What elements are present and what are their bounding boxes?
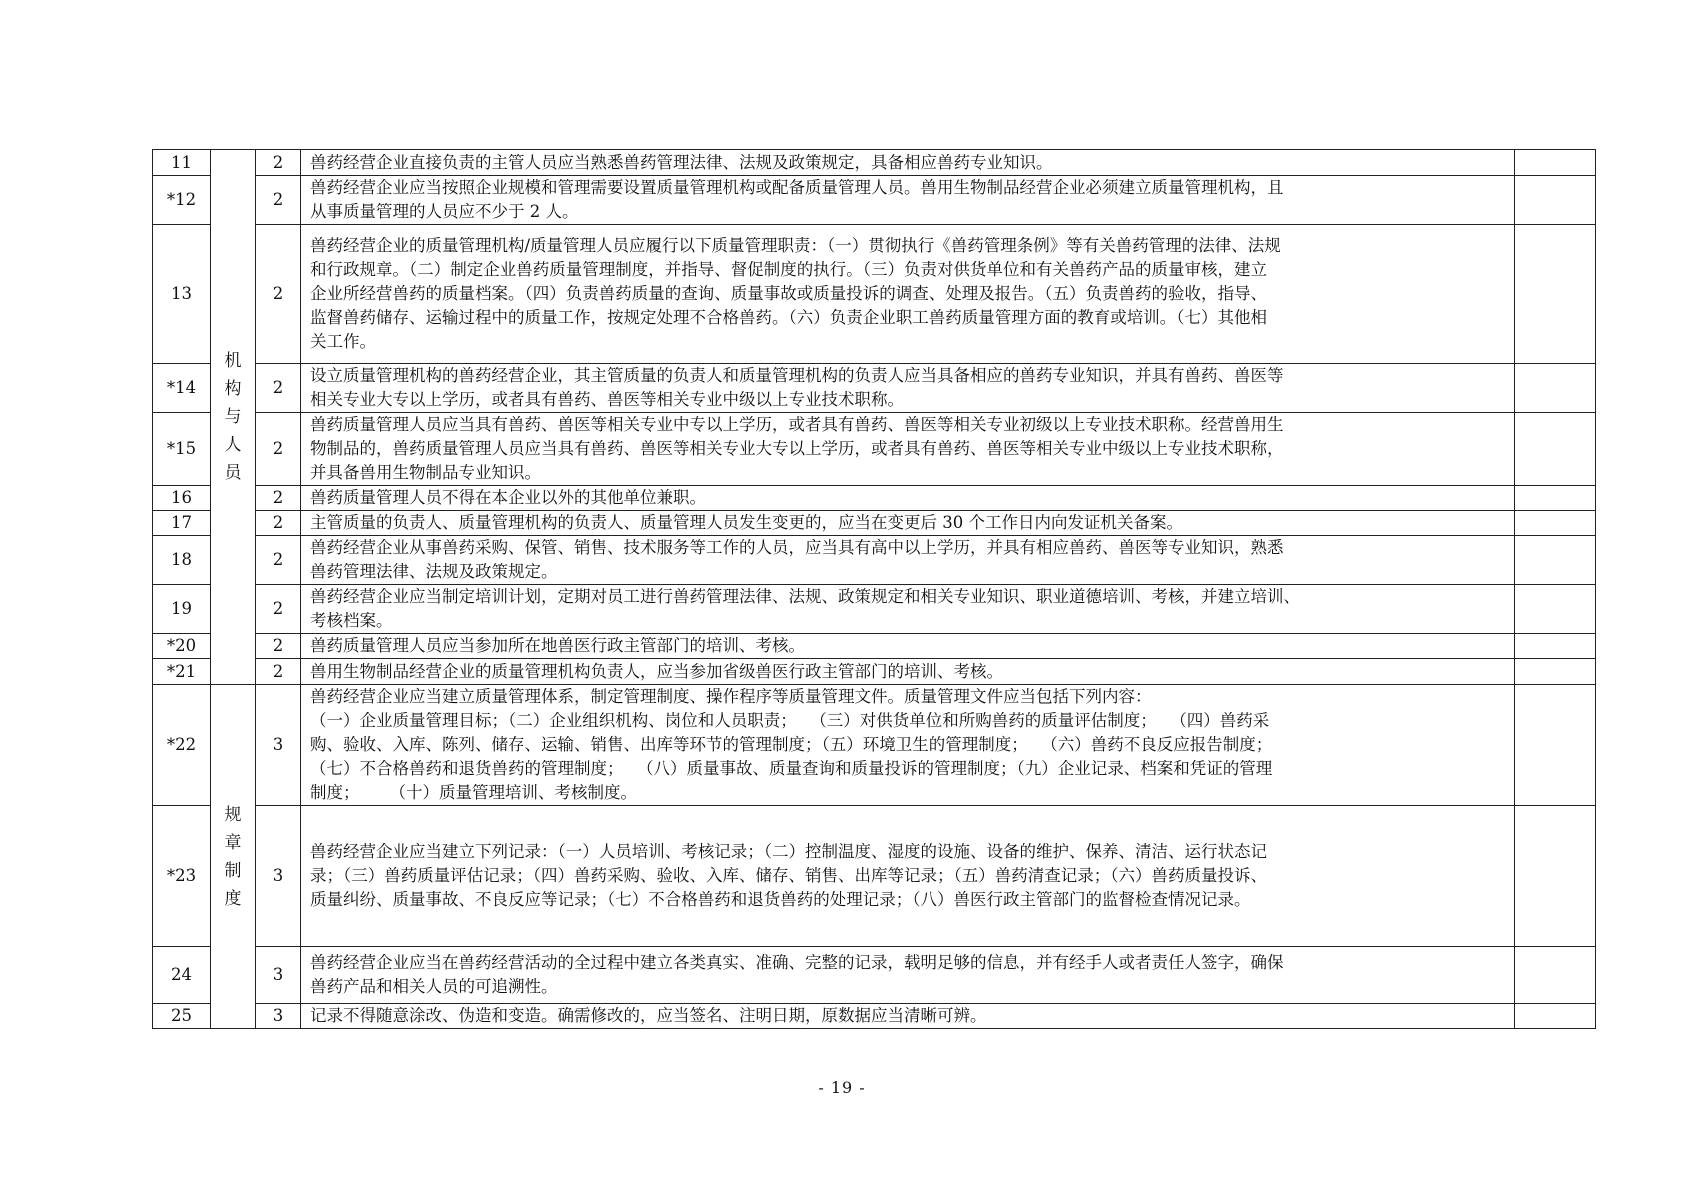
requirement-line: 兽药经营企业应当按照企业规模和管理需要设置质量管理机构或配备质量管理人员。兽用生物制品经营企业必须建立质量管理机构，且 — [310, 178, 1284, 197]
requirement-line: 兽药质量管理人员不得在本企业以外的其他单位兼职。 — [310, 488, 706, 507]
item-requirement — [301, 176, 1515, 225]
requirement-line: 兽药质量管理人员应当参加所在地兽医行政主管部门的培训、考核。 — [310, 636, 805, 655]
item-number: 18 — [153, 536, 211, 585]
table-row — [153, 413, 1596, 486]
requirement-line: 购、验收、入库、陈列、储存、运输、销售、出库等环节的管理制度；（五）环境卫生的管理制度； （六）兽药不良反应报告制度； — [310, 735, 1273, 754]
table-row — [153, 634, 1596, 659]
result-cell[interactable] — [1515, 806, 1596, 947]
item-requirement — [301, 150, 1515, 176]
item-number: 17 — [153, 511, 211, 536]
item-score: 2 — [256, 585, 301, 634]
item-number: 24 — [153, 947, 211, 1004]
requirement-line: 兽药经营企业应当制定培训计划，定期对员工进行兽药管理法律、法规、政策规定和相关专业知识、职业道德培训、考核，并建立培训、 — [310, 587, 1300, 606]
item-number: 16 — [153, 486, 211, 511]
item-score: 3 — [256, 685, 301, 806]
result-cell[interactable] — [1515, 536, 1596, 585]
result-cell[interactable] — [1515, 486, 1596, 511]
result-cell[interactable] — [1515, 634, 1596, 659]
category-char: 与 — [224, 407, 242, 427]
category-char: 人 — [224, 435, 242, 455]
item-number: *22 — [153, 685, 211, 806]
item-number: 25 — [153, 1004, 211, 1029]
requirement-line: 兽药经营企业从事兽药采购、保管、销售、技术服务等工作的人员，应当具有高中以上学历，并具有相应兽药、兽医等专业知识，熟悉 — [310, 538, 1284, 557]
item-number: 13 — [153, 225, 211, 364]
requirement-line: 记录不得随意涂改、伪造和变造。确需修改的，应当签名、注明日期，原数据应当清晰可辨。 — [310, 1006, 987, 1025]
requirement-line: 兽药管理法律、法规及政策规定。 — [310, 562, 558, 581]
requirement-line: 相关专业大专以上学历，或者具有兽药、兽医等相关专业中级以上专业技术职称。 — [310, 390, 904, 409]
requirement-line: 兽药经营企业应当建立质量管理体系，制定管理制度、操作程序等质量管理文件。质量管理文件应当包括下列内容： — [310, 687, 1152, 706]
item-requirement — [301, 585, 1515, 634]
page-number: - 19 - — [818, 1078, 866, 1097]
requirement-line: 关工作。 — [310, 332, 376, 351]
item-requirement — [301, 1004, 1515, 1029]
table-row — [153, 364, 1596, 413]
requirement-line: 兽药经营企业直接负责的主管人员应当熟悉兽药管理法律、法规及政策规定，具备相应兽药专业知识。 — [310, 152, 1053, 172]
item-score: 2 — [256, 511, 301, 536]
item-requirement — [301, 486, 1515, 511]
result-cell[interactable] — [1515, 511, 1596, 536]
requirement-line: 主管质量的负责人、质量管理机构的负责人、质量管理人员发生变更的，应当在变更后 30 个工作日内向发证机关备案。 — [310, 513, 1183, 532]
requirement-line: 质量纠纷、质量事故、不良反应等记录；（七）不合格兽药和退货兽药的处理记录；（八）兽医行政主管部门的监督检查情况记录。 — [310, 890, 1251, 909]
item-requirement — [301, 511, 1515, 536]
requirement-line: 物制品的，兽药质量管理人员应当具有兽药、兽医等相关专业大专以上学历，或者具有兽药、兽医等相关专业中级以上专业技术职称， — [310, 439, 1284, 458]
result-cell[interactable] — [1515, 364, 1596, 413]
item-score: 2 — [256, 413, 301, 486]
item-number: *15 — [153, 413, 211, 486]
item-score: 2 — [256, 536, 301, 585]
item-number: 19 — [153, 585, 211, 634]
item-requirement — [301, 806, 1515, 947]
result-cell[interactable] — [1515, 413, 1596, 486]
item-requirement — [301, 536, 1515, 585]
item-score: 2 — [256, 486, 301, 511]
item-score: 2 — [256, 634, 301, 659]
requirement-line: 兽药产品和相关人员的可追溯性。 — [310, 977, 558, 996]
requirement-line: 和行政规章。（二）制定企业兽药质量管理制度，并指导、督促制度的执行。（三）负责对供货单位和有关兽药产品的质量审核，建立 — [310, 260, 1267, 279]
item-requirement — [301, 685, 1515, 806]
requirement-line: 录；（三）兽药质量评估记录；（四）兽药采购、验收、入库、储存、销售、出库等记录；（五）兽药清查记录；（六）兽药质量投诉、 — [310, 866, 1267, 885]
item-requirement — [301, 413, 1515, 486]
table-row — [153, 947, 1596, 1004]
table-row — [153, 806, 1596, 947]
table-row — [153, 150, 1596, 176]
category-char: 构 — [224, 379, 242, 399]
category-char: 机 — [224, 351, 242, 371]
requirement-line: （一）企业质量管理目标；（二）企业组织机构、岗位和人员职责； （三）对供货单位和所购兽药的质量评估制度； （四）兽药采 — [310, 711, 1270, 730]
requirement-line: 企业所经营兽药的质量档案。（四）负责兽药质量的查询、质量事故或质量投诉的调查、处理及报告。（五）负责兽药的验收，指导、 — [310, 284, 1267, 303]
item-number: *14 — [153, 364, 211, 413]
item-number: 11 — [153, 150, 211, 176]
table-row — [153, 176, 1596, 225]
table-row — [153, 585, 1596, 634]
result-cell[interactable] — [1515, 659, 1596, 685]
inspection-table — [152, 149, 1596, 1029]
result-cell[interactable] — [1515, 585, 1596, 634]
item-number: *20 — [153, 634, 211, 659]
item-number: *12 — [153, 176, 211, 225]
category-char: 规 — [224, 804, 242, 825]
requirement-line: 监督兽药储存、运输过程中的质量工作，按规定处理不合格兽药。（六）负责企业职工兽药质量管理方面的教育或培训。（七）其他相 — [310, 308, 1267, 327]
requirement-line: 制度； （十）质量管理培训、考核制度。 — [310, 783, 637, 802]
result-cell[interactable] — [1515, 176, 1596, 225]
requirement-line: 设立质量管理机构的兽药经营企业，其主管质量的负责人和质量管理机构的负责人应当具备相应的兽药专业知识，并具有兽药、兽医等 — [310, 366, 1284, 385]
requirement-line: 兽药经营企业的质量管理机构/质量管理人员应履行以下质量管理职责：（一）贯彻执行《兽药管理条例》等有关兽药管理的法律、法规 — [310, 236, 1281, 255]
table-row — [153, 1004, 1596, 1029]
item-number: *21 — [153, 659, 211, 685]
result-cell[interactable] — [1515, 947, 1596, 1004]
item-requirement — [301, 364, 1515, 413]
category-char: 制 — [224, 860, 242, 881]
table-row — [153, 486, 1596, 511]
requirement-line: 兽药质量管理人员应当具有兽药、兽医等相关专业中专以上学历，或者具有兽药、兽医等相关专业初级以上专业技术职称。经营兽用生 — [310, 415, 1284, 434]
result-cell[interactable] — [1515, 150, 1596, 176]
requirement-line: 考核档案。 — [310, 611, 393, 630]
requirement-line: 并具备兽用生物制品专业知识。 — [310, 463, 541, 482]
item-score: 2 — [256, 150, 301, 176]
category-char: 员 — [224, 463, 242, 483]
requirement-line: 兽药经营企业应当在兽药经营活动的全过程中建立各类真实、准确、完整的记录，载明足够的信息，并有经手人或者责任人签字，确保 — [310, 953, 1284, 972]
category-personnel — [211, 150, 256, 685]
category-rules — [211, 685, 256, 1029]
item-score: 2 — [256, 659, 301, 685]
item-requirement — [301, 947, 1515, 1004]
requirement-line: 兽用生物制品经营企业的质量管理机构负责人，应当参加省级兽医行政主管部门的培训、考核。 — [310, 661, 1003, 681]
result-cell[interactable] — [1515, 1004, 1596, 1029]
item-score: 2 — [256, 176, 301, 225]
table-row — [153, 685, 1596, 806]
item-requirement — [301, 659, 1515, 685]
item-score: 2 — [256, 364, 301, 413]
item-requirement — [301, 634, 1515, 659]
result-cell[interactable] — [1515, 225, 1596, 364]
item-score: 3 — [256, 806, 301, 947]
item-score: 3 — [256, 1004, 301, 1029]
category-char: 度 — [224, 888, 242, 909]
table-row — [153, 536, 1596, 585]
table-row — [153, 225, 1596, 364]
table-row — [153, 511, 1596, 536]
requirement-line: 兽药经营企业应当建立下列记录：（一）人员培训、考核记录；（二）控制温度、湿度的设施、设备的维护、保养、清洁、运行状态记 — [310, 842, 1267, 861]
item-score: 2 — [256, 225, 301, 364]
item-score: 3 — [256, 947, 301, 1004]
table-row — [153, 659, 1596, 685]
item-requirement — [301, 225, 1515, 364]
requirement-line: 从事质量管理的人员应不少于 2 人。 — [310, 202, 579, 221]
category-char: 章 — [224, 832, 242, 853]
item-number: *23 — [153, 806, 211, 947]
requirement-line: （七）不合格兽药和退货兽药的管理制度； （八）质量事故、质量查询和质量投诉的管理制度；（九）企业记录、档案和凭证的管理 — [310, 759, 1273, 778]
result-cell[interactable] — [1515, 685, 1596, 806]
